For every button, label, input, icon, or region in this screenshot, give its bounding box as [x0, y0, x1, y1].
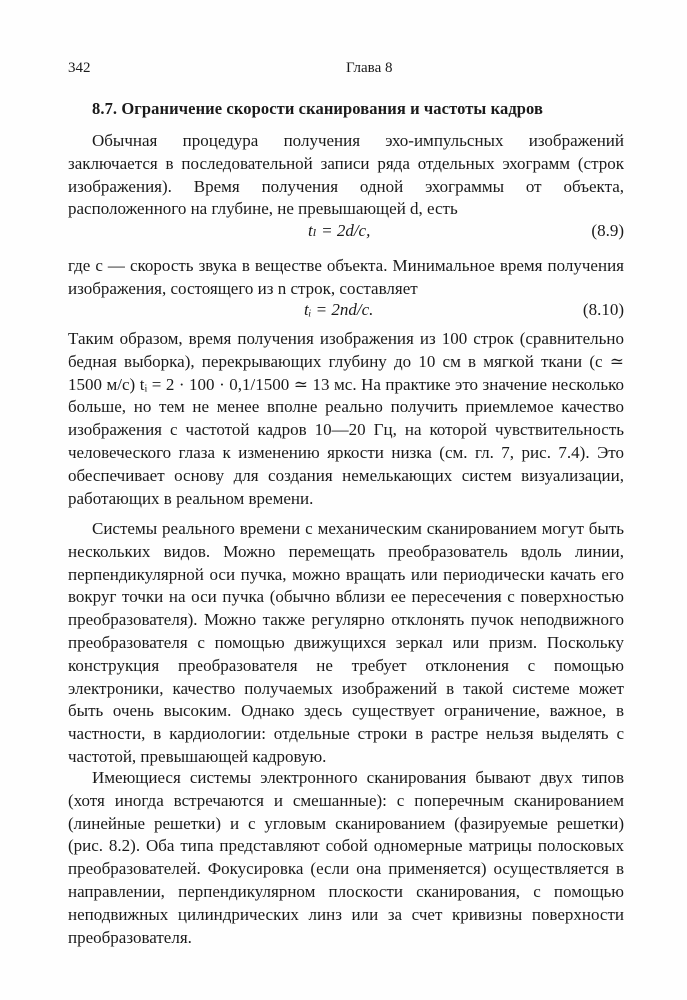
paragraph-2: где c — скорость звука в веществе объекта. Минимальное время получения изображения, состоящего из n строк, составляет	[68, 256, 624, 298]
paragraph-1: Обычная процедура получения эхо-импульсных изображений заключается в последовательной записи ряда отдельных эхограмм (строк изображения). Время получения одной эхограммы от объекта, расположенного на глубине, не превышающей d, есть	[68, 131, 624, 219]
paragraph-3: Таким образом, время получения изображения из 100 строк (сравнительно бедная выборка), перекрывающих глубину до 10 см в мягкой ткани (c ≃ 1500 м/с) tᵢ = 2 · 100 · 0,1/1500 ≃ 13 мс. На практике это значение несколько больше, но тем не менее вполне реально получить приемлемое качество изображения с частотой кадров 10—20 Гц, на которой чувствительность человеческого глаза к изменению яркости низка (см. гл. 7, рис. 7.4). Это обеспечивает основу для создания немелькающих систем визуализации, работающих в реальном времени.	[68, 329, 624, 508]
equation-expression: tᵢ = 2nd/c.	[304, 300, 374, 319]
chapter-label: Глава 8	[346, 60, 393, 76]
section-title: 8.7. Ограничение скорости сканирования и частоты кадров	[92, 99, 543, 118]
page-number: 342	[68, 60, 91, 76]
running-header	[68, 60, 624, 80]
equation-number: (8.10)	[582, 300, 624, 319]
equation-number: (8.9)	[591, 221, 624, 240]
equation-8-10	[68, 300, 624, 322]
equation-expression: tₗ = 2d/c,	[308, 221, 371, 240]
equation-8-9	[68, 221, 624, 243]
paragraph-4: Системы реального времени с механическим сканированием могут быть нескольких видов. Можно перемещать преобразователь вдоль линии, перпендикулярной оси пучка, можно вращать или периодически качать его вокруг точки на оси пучка (обычно вблизи ее пересечения с поверхностью преобразователя). Можно также регулярно отклонять пучок неподвижного преобразователя с помощью движущихся зеркал или призм. Поскольку конструкция преобразователя не требует отклонения с помощью электроники, качество получаемых изображений в такой системе может быть очень высоким. Однако здесь существует ограничение, важное, в частности, в кардиологии: отдельные строки в растре нельзя выделять с частотой, превышающей кадровую.	[68, 519, 624, 766]
paragraph-5: Имеющиеся системы электронного сканирования бывают двух типов (хотя иногда встречаются и смешанные): с поперечным сканированием (линейные решетки) и с угловым сканированием (фазируемые решетки) (рис. 8.2). Оба типа представляют собой одномерные матрицы полосковых преобразователей. Фокусировка (если она применяется) осуществляется в направлении, перпендикулярном плоскости сканирования, с помощью неподвижных цилиндрических линз или за счет кривизны поверхности преобразователя.	[68, 768, 624, 947]
